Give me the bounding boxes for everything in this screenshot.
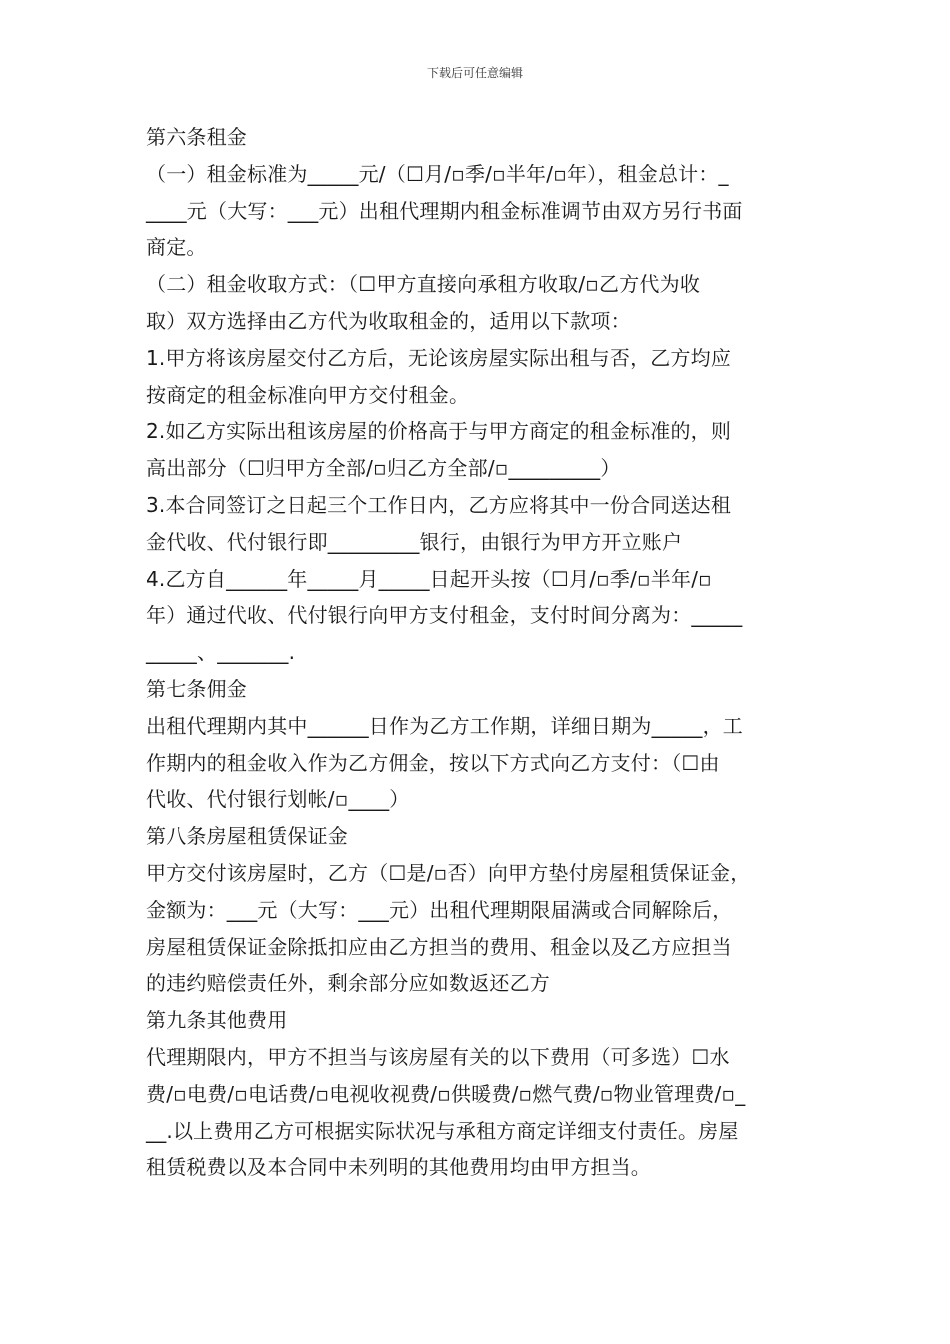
- section-heading-other-fees: 第九条其他费用: [146, 1008, 288, 1033]
- paragraph-line: （二）租金收取方式：（☐甲方直接向承租方收取/▫乙方代为收: [146, 272, 701, 297]
- page-header-note: 下载后可任意编辑: [426, 66, 523, 80]
- paragraph-line: 取）双方选择由乙方代为收取租金的，适用以下款项：: [146, 308, 631, 333]
- paragraph-line: 1.甲方将该房屋交付乙方后，无论该房屋实际出租与否，乙方均应: [146, 345, 732, 370]
- paragraph-line: 代收、代付银行划帐/▫____）: [146, 787, 410, 812]
- paragraph-line: _____、_______.: [146, 640, 296, 665]
- paragraph-line: （一）租金标准为_____元/（☐月/▫季/▫半年/▫年），租金总计：_: [146, 161, 729, 186]
- contract-body: [146, 119, 816, 1186]
- paragraph-line: 的违约赔偿责任外，剩余部分应如数返还乙方: [146, 971, 550, 996]
- paragraph-line: 年）通过代收、代付银行向甲方支付租金，支付时间分离为：_____: [146, 603, 743, 628]
- paragraph-line: 房屋租赁保证金除抵扣应由乙方担当的费用、租金以及乙方应担当: [146, 934, 732, 959]
- section-heading-commission: 第七条佣金: [146, 676, 247, 701]
- paragraph-line: __.以上费用乙方可根据实际状况与承租方商定详细支付责任。房屋: [146, 1118, 739, 1143]
- paragraph-line: 2.如乙方实际出租该房屋的价格高于与甲方商定的租金标准的，则: [146, 419, 732, 444]
- paragraph-line: 按商定的租金标准向甲方交付租金。: [146, 382, 470, 407]
- paragraph-line: 代理期限内，甲方不担当与该房屋有关的以下费用（可多选）☐水: [146, 1044, 730, 1069]
- section-heading-rent: 第六条租金: [146, 125, 247, 149]
- paragraph-line: 商定。: [146, 235, 207, 260]
- paragraph-line: ____元（大写：___元）出租代理期内租金标准调节由双方另行书面: [146, 198, 743, 223]
- section-heading-deposit: 第八条房屋租赁保证金: [146, 824, 348, 849]
- paragraph-line: 金额为：___元（大写：___元）出租代理期限届满或合同解除后，: [146, 897, 733, 922]
- paragraph-line: 3.本合同签订之日起三个工作日内，乙方应将其中一份合同送达租: [146, 492, 732, 517]
- paragraph-line: 作期内的租金收入作为乙方佣金，按以下方式向乙方支付：（☐由: [146, 750, 720, 775]
- paragraph-line: 租赁税费以及本合同中未列明的其他费用均由甲方担当。: [146, 1155, 651, 1180]
- paragraph-line: 金代收、代付银行即_________银行，由银行为甲方开立账户: [146, 529, 683, 554]
- paragraph-line: 出租代理期内其中______日作为乙方工作期，详细日期为_____，工: [146, 713, 743, 738]
- paragraph-line: 高出部分（☐归甲方全部/▫归乙方全部/▫_________）: [146, 456, 621, 481]
- paragraph-line: 费/▫电费/▫电话费/▫电视收视费/▫供暖费/▫燃气费/▫物业管理费/▫_: [146, 1081, 746, 1106]
- paragraph-line: 甲方交付该房屋时，乙方（☐是/▫否）向甲方垫付房屋租赁保证金，: [146, 860, 751, 885]
- paragraph-line: 4.乙方自______年_____月_____日起开头按（☐月/▫季/▫半年/▫: [146, 566, 712, 591]
